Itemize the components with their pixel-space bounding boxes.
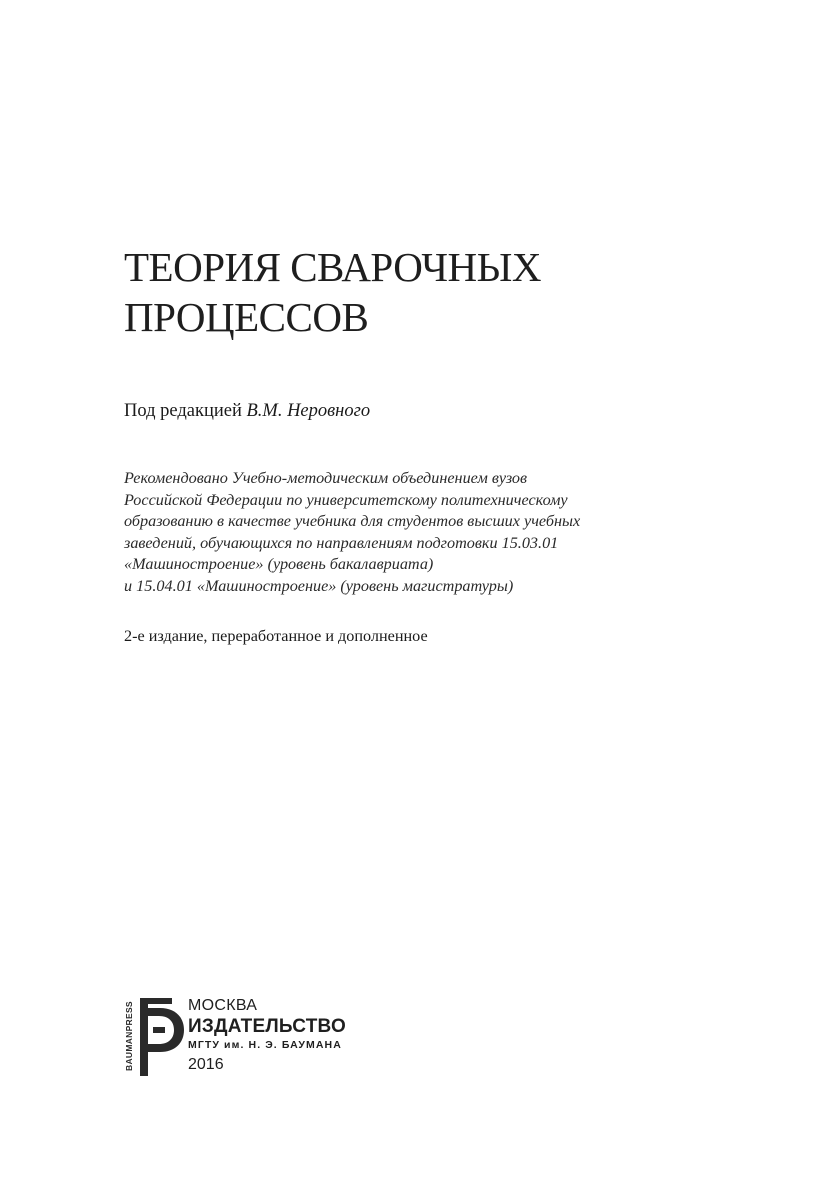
editor-name: В.М. Неровного bbox=[246, 401, 371, 421]
editor-prefix: Под редакцией bbox=[124, 401, 242, 421]
edition-note: 2-е издание, переработанное и дополненное bbox=[124, 627, 428, 645]
publisher-block bbox=[188, 996, 346, 1076]
book-title-line-2: ПРОЦЕССОВ bbox=[124, 294, 369, 340]
book-title bbox=[124, 242, 541, 342]
editor-credit bbox=[124, 399, 370, 423]
recommendation-line: Рекомендовано Учебно-методическим объединением вузов bbox=[124, 469, 528, 487]
book-title-line-1: ТЕОРИЯ СВАРОЧНЫХ bbox=[124, 244, 541, 290]
logo-vertical-text: BAUMANPRESS bbox=[124, 1001, 134, 1071]
publisher-city: МОСКВА bbox=[188, 997, 258, 1014]
publisher-house: ИЗДАТЕЛЬСТВО bbox=[188, 1016, 346, 1037]
recommendation-line: и 15.04.01 «Машиностроение» (уровень магистратуры) bbox=[124, 576, 514, 595]
recommendation-line: образованию в качестве учебника для студентов высших учебных bbox=[124, 512, 581, 530]
recommendation-line: «Машиностроение» (уровень бакалавриата) bbox=[124, 555, 434, 573]
publication-year: 2016 bbox=[188, 1056, 224, 1073]
recommendation-text bbox=[124, 468, 580, 597]
publisher-university: МГТУ им. Н. Э. БАУМАНА bbox=[188, 1039, 342, 1051]
recommendation-line: Российской Федерации по университетскому политехническому bbox=[124, 490, 568, 509]
recommendation-line: заведений, обучающихся по направлениям подготовки 15.03.01 bbox=[124, 533, 559, 552]
